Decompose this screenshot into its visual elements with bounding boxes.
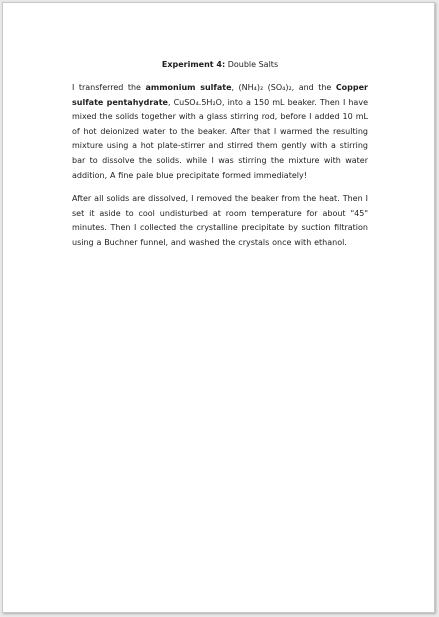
paragraph-procedure-1 [72,81,368,183]
title-subject: Double Salts [225,60,279,69]
document-title [72,58,368,71]
paragraph-1-text-2: , (NH₄)₂ (SO₄)₂, and the [231,83,336,92]
document-body [72,58,368,260]
ammonium-sulfate-term: ammonium sulfate [145,83,232,92]
document-page [2,2,435,613]
title-experiment-label: Experiment 4: [161,60,226,69]
paragraph-1-text-1: I transferred the [72,83,146,92]
paragraph-1-text-3: , CuSO₄.5H₂O, into a 150 mL beaker. Then I have mixed the solids together with a glass stirring rod, before I added 10 mL of hot deionized water to the beaker. After that I warmed the resulting mixture using a hot plate-stirrer and stirred them gently with a stirring bar to dissolve the solids. while I was stirring the mixture with water addition, A fine pale blue precipitate formed immediately! [72,97,368,180]
copper-sulfate-term: Copper sulfate pentahydrate [72,83,369,107]
paragraph-procedure-2: After all solids are dissolved, I removed the beaker from the heat. Then I set it aside to cool undisturbed at room temperature for about "45" minutes. Then I collected the crystalline precipitate by suction filtration using a Buchner funnel, and washed the crystals once with ethanol. [72,194,368,247]
